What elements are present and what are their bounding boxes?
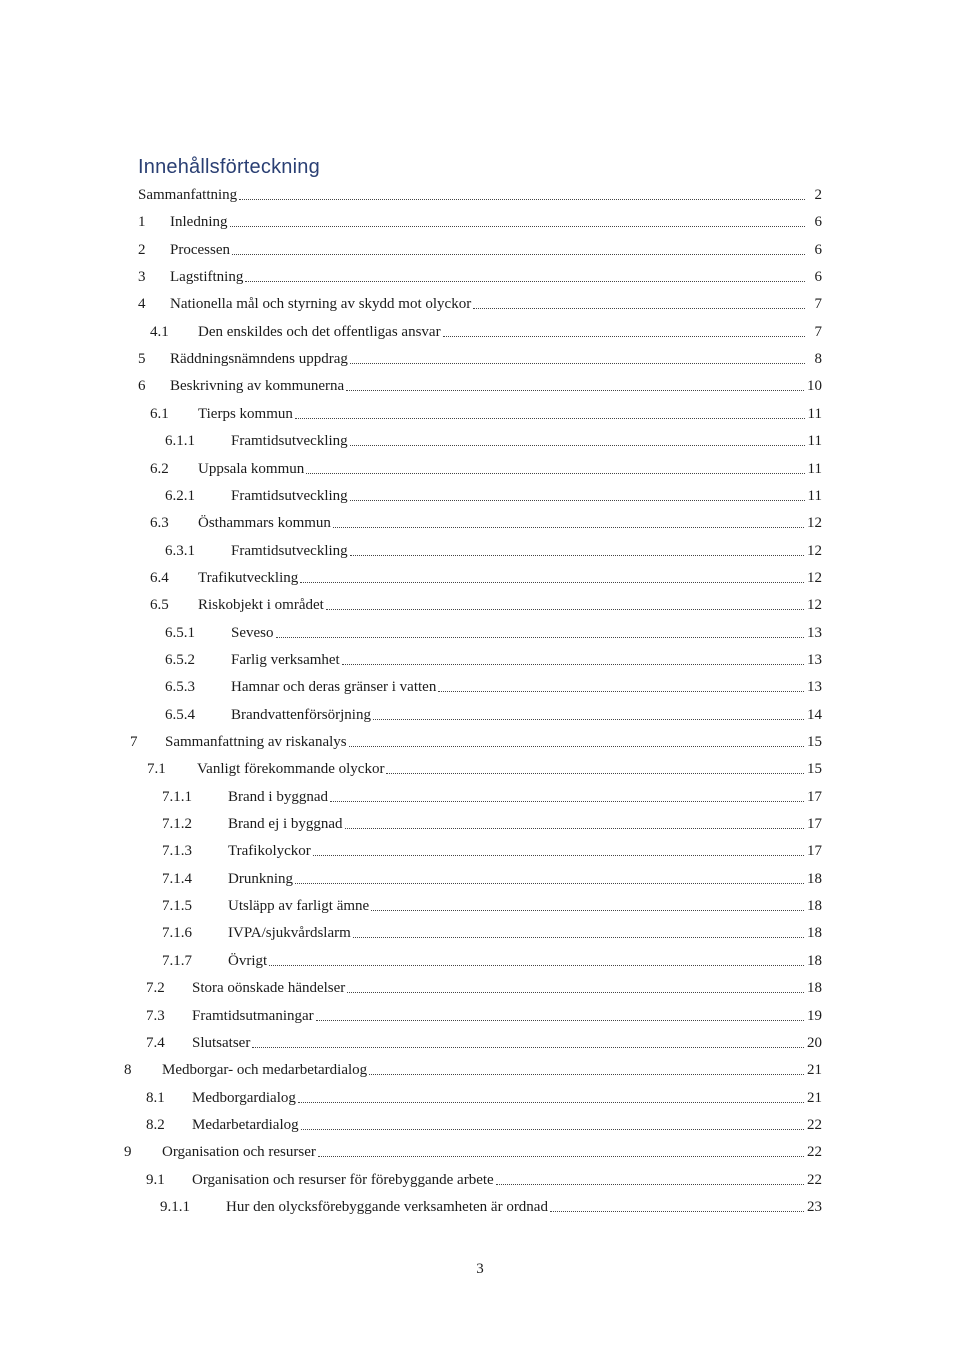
toc-entry-title: Hur den olycksförebyggande verksamheten är ordnad bbox=[226, 1198, 548, 1215]
toc-entry[interactable] bbox=[138, 344, 822, 368]
dot-leader bbox=[350, 444, 805, 446]
dot-leader bbox=[342, 663, 804, 665]
toc-entry-title: Framtidsutveckling bbox=[231, 487, 348, 504]
toc-entry-number: 7.4 bbox=[146, 1034, 165, 1051]
toc-entry-title: Slutsatser bbox=[192, 1034, 251, 1051]
toc-entry-number: 8.1 bbox=[146, 1089, 165, 1106]
toc-entry[interactable] bbox=[165, 700, 822, 724]
toc-entry-number: 6.3.1 bbox=[165, 542, 195, 559]
toc-entry-title: Sammanfattning av riskanalys bbox=[165, 734, 347, 750]
toc-entry-title: Trafikolyckor bbox=[228, 843, 311, 860]
toc-entry-number: 6.1 bbox=[150, 405, 169, 422]
toc-entry-title: Beskrivning av kommunerna bbox=[170, 378, 345, 395]
toc-entry-number: 7.3 bbox=[146, 1007, 165, 1024]
toc-entry-number: 2 bbox=[138, 241, 146, 258]
toc-entry-number: 6.5.4 bbox=[165, 706, 195, 723]
toc-entry-number: 9.1.1 bbox=[160, 1198, 190, 1215]
toc-entry-page: 20 bbox=[807, 1034, 822, 1051]
toc-entry-number: 7.1.1 bbox=[162, 788, 192, 805]
dot-leader bbox=[353, 936, 804, 938]
toc-entry[interactable] bbox=[165, 645, 822, 669]
toc-entry-title: Medborgar- och medarbetardialog bbox=[162, 1062, 368, 1079]
toc-entry-page: 12 bbox=[807, 569, 822, 586]
toc-entry-page: 18 bbox=[807, 870, 822, 887]
toc-entry-page: 19 bbox=[807, 1007, 822, 1024]
dot-leader bbox=[438, 690, 804, 692]
toc-entry-page: 18 bbox=[807, 952, 822, 969]
toc-entry-page: 22 bbox=[807, 1144, 822, 1161]
dot-leader bbox=[269, 964, 804, 966]
toc-entry[interactable] bbox=[165, 481, 822, 505]
dot-leader bbox=[550, 1210, 804, 1212]
toc-entry[interactable] bbox=[138, 262, 822, 286]
toc-entry[interactable] bbox=[138, 289, 822, 313]
toc-entry[interactable] bbox=[138, 207, 822, 231]
toc-entry-number: 6.4 bbox=[150, 569, 169, 586]
toc-entry-page: 13 bbox=[807, 651, 822, 668]
toc-entry[interactable] bbox=[150, 317, 822, 341]
toc-entry-title: Sammanfattning bbox=[138, 187, 238, 203]
toc-entry-page: 18 bbox=[807, 980, 822, 997]
toc-entry-number: 7.1.6 bbox=[162, 925, 192, 942]
toc-entry-number: 7.1.5 bbox=[162, 898, 192, 915]
toc-entry[interactable] bbox=[162, 918, 822, 942]
dot-leader bbox=[301, 1128, 804, 1130]
toc-entry[interactable] bbox=[150, 590, 822, 614]
toc-entry[interactable] bbox=[165, 536, 822, 560]
toc-entry-title: Seveso bbox=[231, 624, 274, 641]
toc-entry-title: Drunkning bbox=[228, 870, 293, 887]
toc-entry-number: 9 bbox=[124, 1144, 132, 1161]
toc-entry-number: 4 bbox=[138, 296, 146, 313]
dot-leader bbox=[252, 1046, 804, 1048]
dot-leader bbox=[496, 1183, 804, 1185]
toc-entry-title: Framtidsutveckling bbox=[231, 433, 348, 450]
toc-entry-number: 8 bbox=[124, 1062, 132, 1079]
toc-entry-number: 7 bbox=[130, 734, 138, 750]
toc-entry-title: Framtidsutveckling bbox=[231, 542, 348, 559]
toc-entry-page: 12 bbox=[807, 515, 822, 532]
toc-entry-number: 5 bbox=[138, 351, 146, 368]
toc-entry-page: 18 bbox=[807, 925, 822, 942]
dot-leader bbox=[345, 827, 804, 829]
toc-entry[interactable] bbox=[165, 672, 822, 696]
toc-entry[interactable] bbox=[146, 1165, 822, 1189]
dot-leader bbox=[298, 1101, 804, 1103]
toc-entry-number: 8.2 bbox=[146, 1116, 165, 1133]
toc-entry[interactable] bbox=[138, 371, 822, 395]
dot-leader bbox=[300, 581, 804, 583]
toc-entry-number: 7.1.7 bbox=[162, 952, 192, 969]
dot-leader bbox=[295, 417, 805, 419]
toc-entry-title: Den enskildes och det offentligas ansvar bbox=[198, 323, 441, 340]
toc-entry-page: 21 bbox=[807, 1089, 822, 1106]
dot-leader bbox=[386, 772, 804, 774]
toc-entry-number: 3 bbox=[138, 269, 146, 286]
toc-entry[interactable] bbox=[165, 426, 822, 450]
dot-leader bbox=[313, 854, 804, 856]
toc-entry[interactable] bbox=[150, 454, 822, 478]
toc-entry-page: 13 bbox=[807, 679, 822, 696]
toc-entry-page: 11 bbox=[807, 405, 822, 422]
toc-entry-page: 12 bbox=[807, 597, 822, 614]
toc-entry-title: Medarbetardialog bbox=[192, 1116, 299, 1133]
toc-entry[interactable] bbox=[150, 508, 822, 532]
toc-entry-number: 6.5.3 bbox=[165, 679, 195, 696]
dot-leader bbox=[330, 800, 804, 802]
toc-entry-number: 6.5 bbox=[150, 597, 169, 614]
toc-entry-title: Räddningsnämndens uppdrag bbox=[170, 351, 348, 368]
toc-entry[interactable] bbox=[162, 946, 822, 970]
page-number: 3 bbox=[476, 1261, 484, 1277]
toc-entry-page: 7 bbox=[814, 323, 822, 340]
toc-entry[interactable] bbox=[146, 1110, 822, 1134]
toc-entry[interactable] bbox=[150, 399, 822, 423]
dot-leader bbox=[232, 253, 805, 255]
toc-entry-number: 6.2.1 bbox=[165, 487, 195, 504]
toc-entry[interactable] bbox=[146, 973, 822, 997]
toc-entry-title: Farlig verksamhet bbox=[231, 651, 340, 668]
toc-entry-page: 11 bbox=[807, 433, 822, 450]
toc-entry[interactable] bbox=[146, 1083, 822, 1107]
toc-entry[interactable] bbox=[150, 563, 822, 587]
toc-entry-page: 6 bbox=[814, 241, 822, 258]
toc-entry-page: 11 bbox=[807, 487, 822, 504]
toc-entry-page: 17 bbox=[807, 843, 822, 860]
dot-leader bbox=[350, 362, 805, 364]
toc-entry-page: 10 bbox=[807, 378, 822, 395]
toc-entry[interactable] bbox=[138, 235, 822, 259]
dot-leader bbox=[350, 499, 805, 501]
toc-entry[interactable] bbox=[130, 727, 822, 751]
toc-entry-number: 6.3 bbox=[150, 515, 169, 532]
dot-leader bbox=[350, 554, 804, 556]
toc-entry-number: 7.2 bbox=[146, 980, 165, 997]
toc-entry-page: 22 bbox=[807, 1171, 822, 1188]
toc-entry-number: 6.5.2 bbox=[165, 651, 195, 668]
toc-entry-title: Utsläpp av farligt ämne bbox=[228, 898, 370, 915]
toc-entry-page: 15 bbox=[807, 734, 822, 750]
dot-leader bbox=[230, 225, 806, 227]
toc-entry-number: 7.1.4 bbox=[162, 870, 192, 887]
toc-entry-page: 13 bbox=[807, 624, 822, 641]
toc-entry-title: Organisation och resurser bbox=[162, 1144, 316, 1161]
toc-entry[interactable] bbox=[162, 891, 822, 915]
toc-entry-page: 11 bbox=[807, 460, 822, 477]
toc-entry-page: 7 bbox=[814, 296, 822, 313]
toc-entry-title: Tierps kommun bbox=[198, 405, 293, 422]
toc-entry-page: 18 bbox=[807, 898, 822, 915]
toc-entry-title: Brand i byggnad bbox=[228, 788, 328, 805]
dot-leader bbox=[245, 280, 805, 282]
toc-entry-page: 12 bbox=[807, 542, 822, 559]
toc-entry-title: Uppsala kommun bbox=[198, 460, 305, 477]
dot-leader bbox=[349, 745, 804, 747]
toc-entry-page: 6 bbox=[814, 269, 822, 286]
toc-entry-title: Nationella mål och styrning av skydd mot olyckor bbox=[170, 296, 472, 313]
dot-leader bbox=[346, 389, 804, 391]
toc-entry-number: 9.1 bbox=[146, 1171, 165, 1188]
dot-leader bbox=[373, 718, 804, 720]
toc-entry-title: Riskobjekt i området bbox=[198, 597, 324, 614]
toc-entry-page: 17 bbox=[807, 788, 822, 805]
toc-entry-page: 22 bbox=[807, 1116, 822, 1133]
toc-entry[interactable] bbox=[165, 618, 822, 642]
toc-entry[interactable] bbox=[124, 1137, 822, 1161]
toc-entry-title: Brand ej i byggnad bbox=[228, 816, 343, 833]
toc-entry-title: Framtidsutmaningar bbox=[192, 1007, 314, 1024]
toc-entry-title: Lagstiftning bbox=[170, 269, 244, 286]
toc-entry-page: 21 bbox=[807, 1062, 822, 1079]
dot-leader bbox=[347, 991, 804, 993]
toc-entry-number: 6.2 bbox=[150, 460, 169, 477]
toc-entry[interactable] bbox=[138, 180, 822, 204]
toc-entry[interactable] bbox=[147, 754, 822, 778]
toc-entry-page: 17 bbox=[807, 816, 822, 833]
toc-title: Innehållsförteckning bbox=[138, 156, 320, 178]
dot-leader bbox=[443, 335, 805, 337]
dot-leader bbox=[306, 472, 804, 474]
toc-entry-title: Övrigt bbox=[228, 952, 268, 969]
toc-entry-number: 7.1.3 bbox=[162, 843, 192, 860]
toc-entry-page: 8 bbox=[814, 351, 822, 368]
dot-leader bbox=[326, 608, 804, 610]
toc-entry-page: 6 bbox=[814, 214, 822, 231]
toc-entry-page: 14 bbox=[807, 706, 822, 723]
toc-entry-title: Brandvattenförsörjning bbox=[231, 706, 371, 723]
dot-leader bbox=[371, 909, 804, 911]
toc-entry[interactable] bbox=[124, 1055, 822, 1079]
dot-leader bbox=[239, 198, 805, 200]
toc-entry-title: Vanligt förekommande olyckor bbox=[197, 761, 385, 778]
toc-entry-number: 4.1 bbox=[150, 323, 169, 340]
toc-entry-number: 1 bbox=[138, 214, 146, 231]
toc-entry-title: Inledning bbox=[170, 214, 228, 231]
toc-entry-number: 6.5.1 bbox=[165, 624, 195, 641]
toc-entry[interactable] bbox=[146, 1028, 822, 1052]
dot-leader bbox=[276, 636, 805, 638]
toc-entry-title: Organisation och resurser för förebyggande arbete bbox=[192, 1171, 494, 1188]
dot-leader bbox=[318, 1155, 804, 1157]
toc-entry-number: 6 bbox=[138, 378, 146, 395]
toc-entry-title: Östhammars kommun bbox=[198, 515, 331, 532]
toc-entry-title: Hamnar och deras gränser i vatten bbox=[231, 679, 437, 696]
toc-entry-title: Trafikutveckling bbox=[198, 569, 299, 586]
toc-entry-title: IVPA/sjukvårdslarm bbox=[228, 925, 351, 942]
toc-entry[interactable] bbox=[162, 782, 822, 806]
dot-leader bbox=[473, 307, 805, 309]
toc-entry-number: 6.1.1 bbox=[165, 433, 195, 450]
toc-entry-number: 7.1.2 bbox=[162, 816, 192, 833]
toc-entry-title: Stora oönskade händelser bbox=[192, 980, 346, 997]
toc-entry-title: Medborgardialog bbox=[192, 1089, 296, 1106]
toc-entry-page: 2 bbox=[814, 187, 822, 203]
toc-entry[interactable] bbox=[146, 1001, 822, 1025]
toc-entry-page: 15 bbox=[807, 761, 822, 778]
toc-entry-page: 23 bbox=[807, 1198, 822, 1215]
dot-leader bbox=[333, 526, 804, 528]
dot-leader bbox=[295, 882, 804, 884]
toc-entry[interactable] bbox=[160, 1192, 822, 1216]
toc-entry-number: 7.1 bbox=[147, 761, 166, 778]
toc-entry[interactable] bbox=[162, 836, 822, 860]
dot-leader bbox=[316, 1019, 804, 1021]
toc-entry[interactable] bbox=[162, 864, 822, 888]
toc-entry[interactable] bbox=[162, 809, 822, 833]
toc-entry-title: Processen bbox=[170, 241, 230, 258]
dot-leader bbox=[369, 1073, 804, 1075]
